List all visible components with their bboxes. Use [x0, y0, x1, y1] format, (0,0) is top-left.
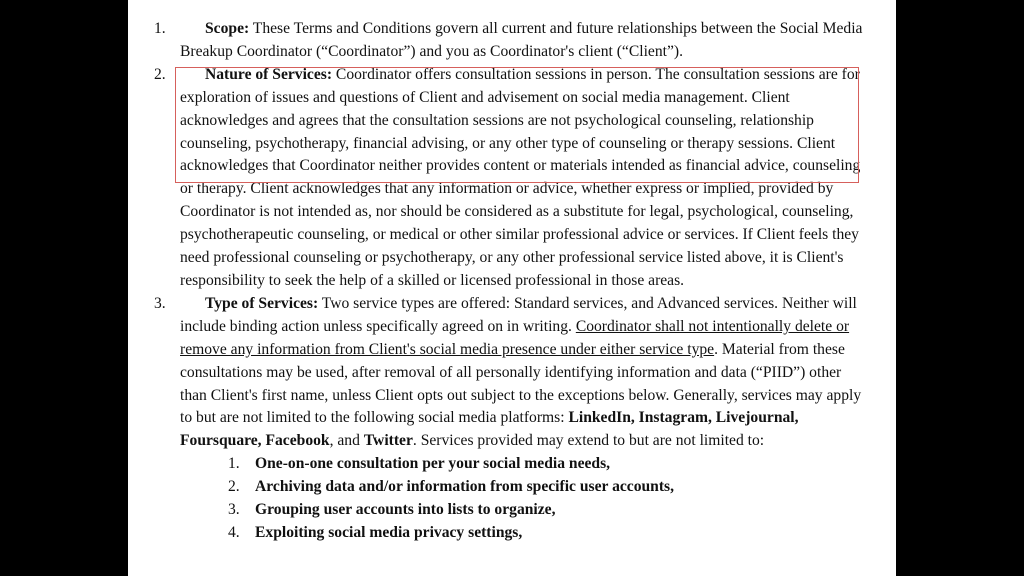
list-item-scope [128, 18, 896, 64]
sub-list-item [128, 453, 896, 476]
item-number: 3. [154, 294, 166, 312]
item-heading: Type of Services: [205, 294, 319, 312]
item-number: 1. [154, 20, 166, 37]
document-page [128, 0, 896, 576]
sub-item-text: Grouping user accounts into lists to organize, [255, 501, 556, 519]
item-text: These Terms and Conditions govern all current and future relationships between the Social Media Breakup Coordinator (“Coordinator”) and you as Coordinator's client (“Client”). [180, 20, 863, 60]
sub-item-number: 1. [228, 455, 240, 473]
underlined-clause: Coordinator shall not intentionally delete or remove any information from Client's social media presence under either service type [180, 317, 850, 358]
item-text: Coordinator offers consultation sessions in person. The consultation sessions are for exploration of issues and questions of Client and advisement on social media management. Client acknowledges and agrees that the consultation sessions are not psychological counseling, relationship counseling, psychotherapy, financial advising, or any other type of counseling or therapy sessions. Client acknowledges that Coordinator neither provides content or materials intended as financial advice, counseling or therapy. Client acknowledges that any information or advice, whether express or implied, provided by Coordinator is not intended as, nor should be considered as a substitute for legal, psychological, counseling, psychotherapeutic counseling, or medical or other similar professional advice or services. If Client feels they need professional counseling or psychotherapy, or any other professional service listed above, it is Client's responsibility to seek the help of a skilled or licensed professional in those areas. [180, 65, 861, 289]
item-text: . Services provided may extend to but are not limited to: [412, 432, 765, 450]
platform-twitter: Twitter [363, 432, 413, 450]
sub-item-number: 3. [228, 501, 240, 519]
item-heading: Scope: [205, 20, 250, 37]
item-text: . Material from these consultations may be used, after removal of all personally identifying information and data (“PIID”) other than Client's first name, unless Client opts out subject to the exceptions below. Generally, services may apply to but are not limited to the following social media platforms: [180, 340, 862, 427]
sub-item-text: One-on-one consultation per your social media needs, [255, 455, 611, 473]
sub-item-number: 2. [228, 478, 240, 496]
item-text: Two service types are offered: Standard services, and Advanced services. Neither will include binding action unless specifically agreed on in writing. [180, 294, 857, 335]
item-number: 2. [154, 65, 166, 83]
item-text: , and [329, 432, 364, 450]
sub-list-item [128, 499, 896, 522]
list-item-type-of-services [128, 293, 896, 453]
item-body [180, 293, 870, 453]
list-item-nature-of-services [128, 64, 896, 293]
item-body [180, 18, 870, 64]
sub-list-item [128, 522, 896, 545]
sub-list-item [128, 476, 896, 499]
sub-item-number: 4. [228, 523, 240, 541]
sub-item-text: Archiving data and/or information from specific user accounts, [255, 478, 675, 496]
item-heading: Nature of Services: [205, 65, 333, 83]
terms-list [128, 18, 896, 545]
sub-item-text: Exploiting social media privacy settings, [255, 523, 523, 541]
platform-list: LinkedIn, Instagram, Livejournal, Foursquare, Facebook [180, 409, 799, 450]
item-body [180, 64, 870, 293]
